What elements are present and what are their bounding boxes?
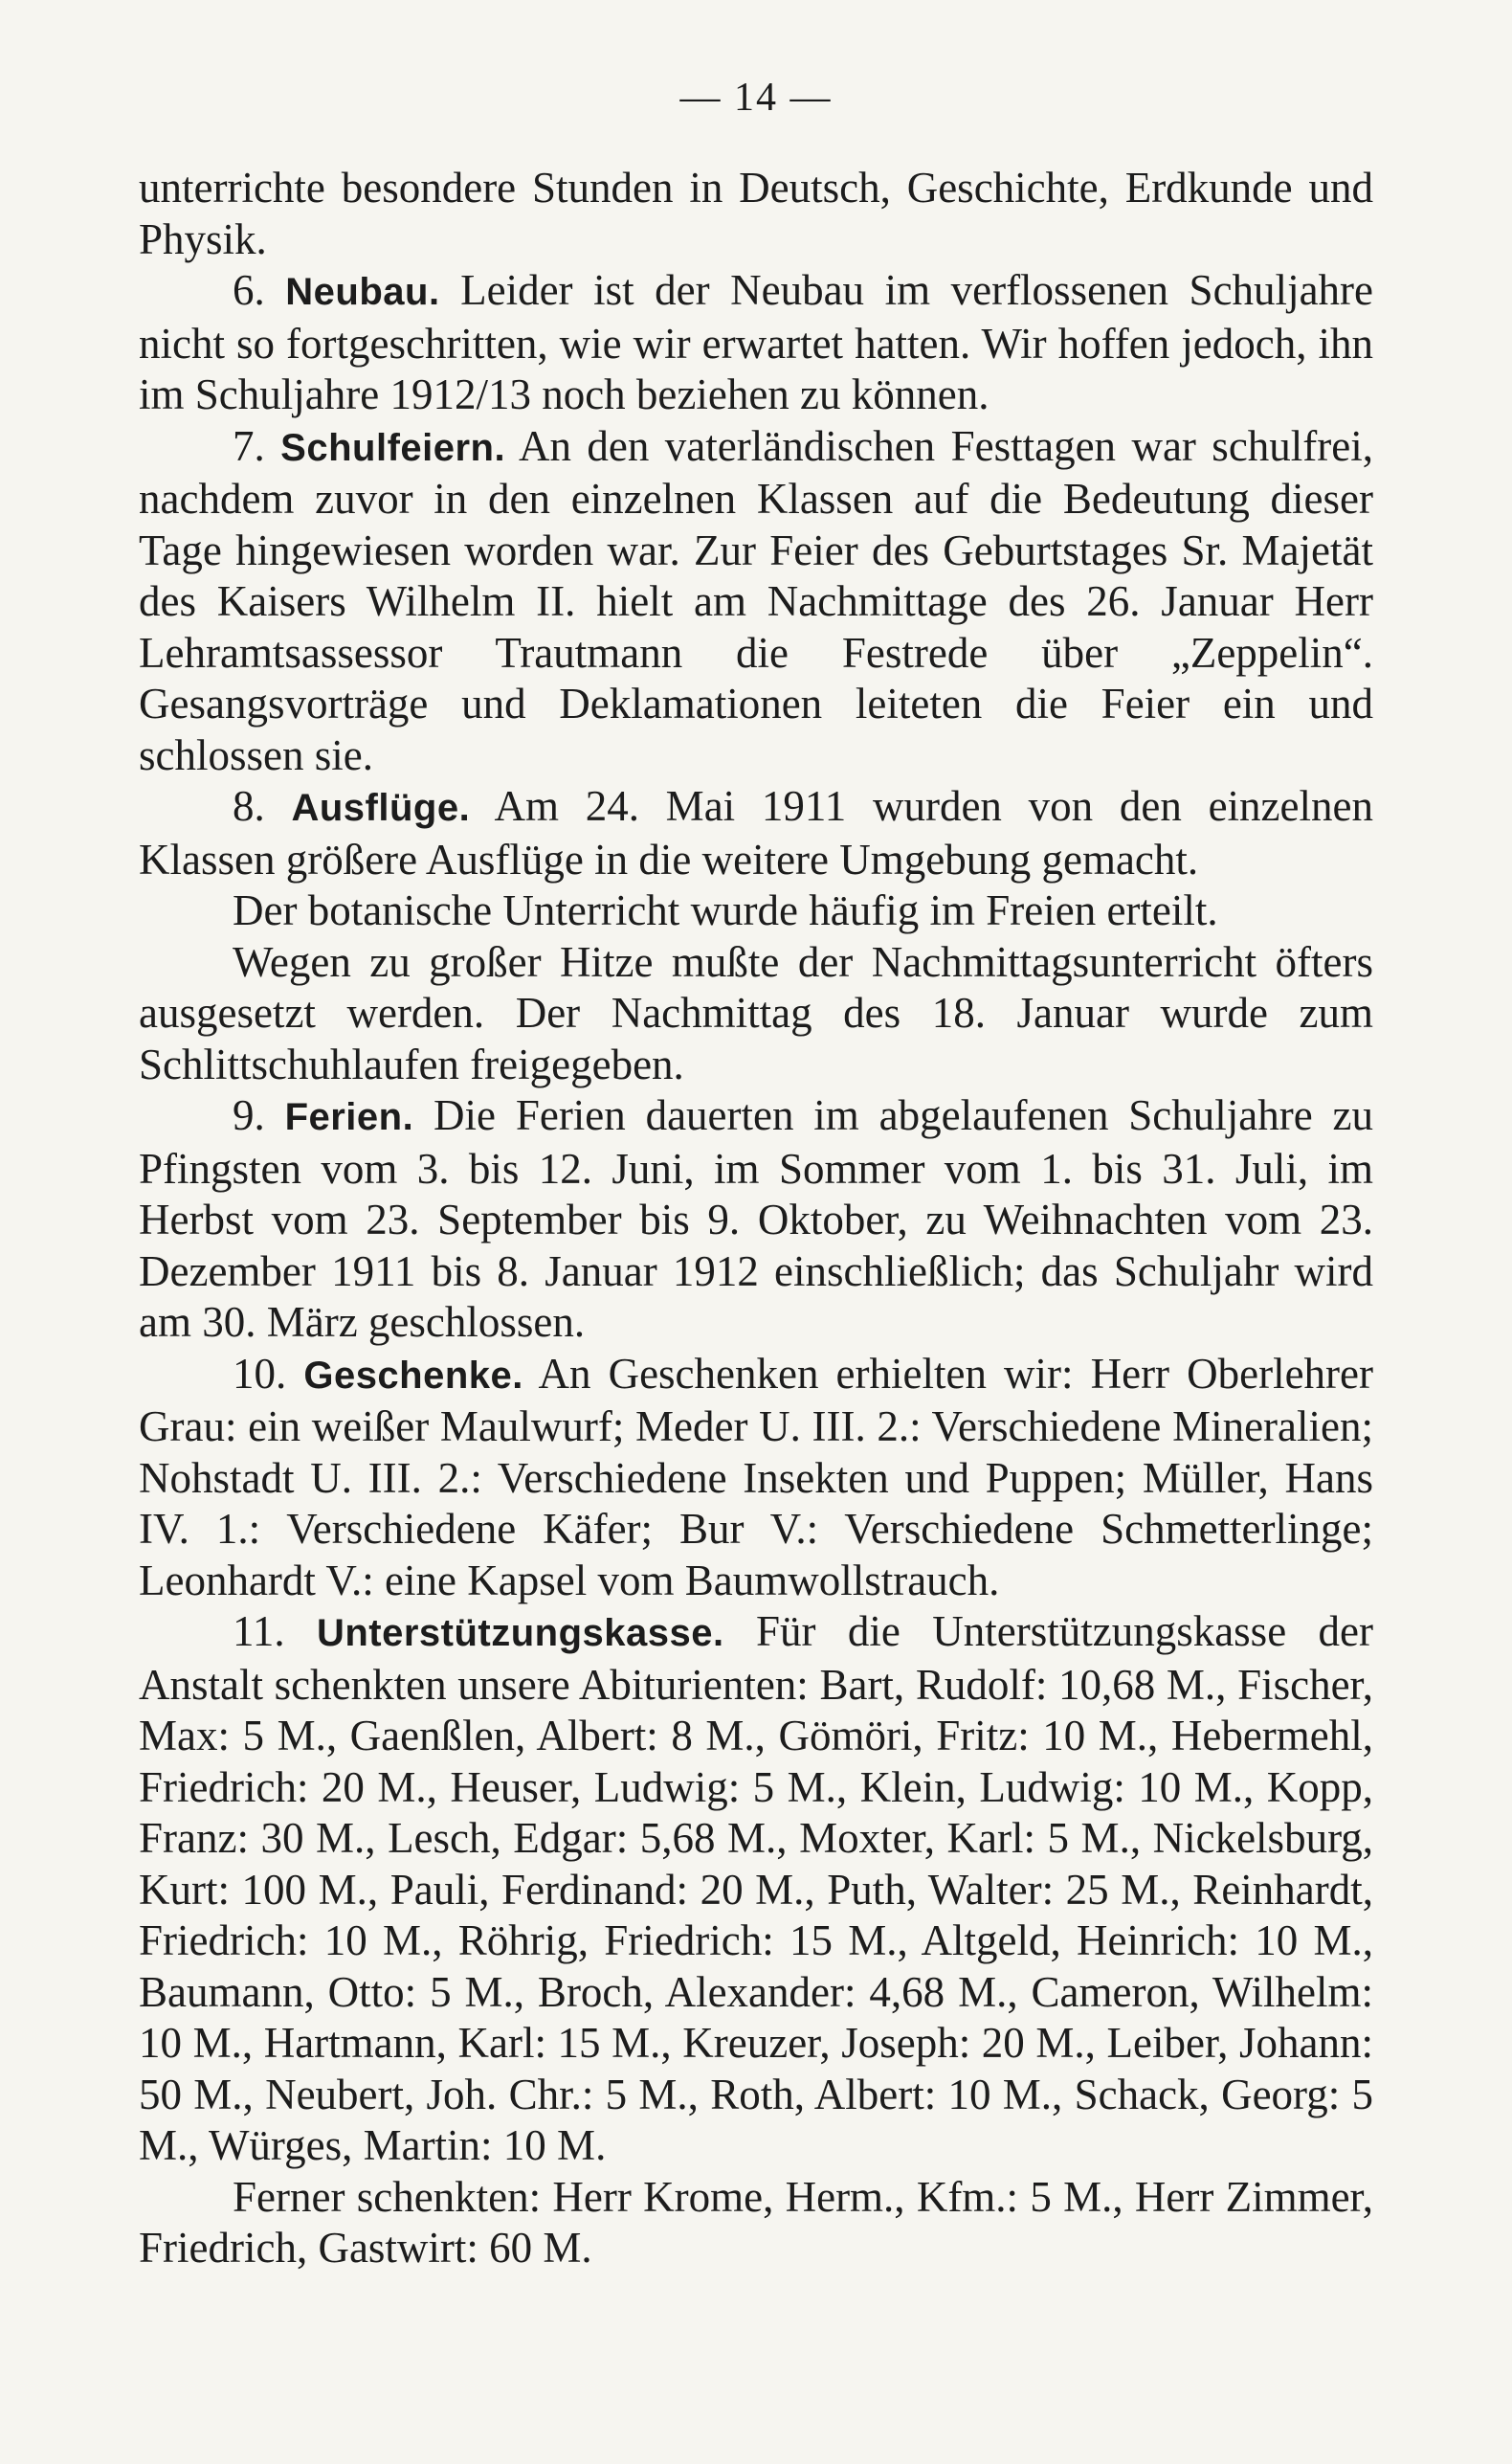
section-unterstuetzungskasse (139, 1606, 1373, 2172)
section-text: Leider ist der Neubau im verflossenen Schuljahre nicht so fortgeschritten, wie wir erwartet hatten. Wir hoffen jedoch, ihn im Schuljahre 1912/13 noch beziehen zu können. (139, 266, 1373, 418)
section-text: Ferner schenkten: Herr Krome, Herm., Kfm.: 5 M., Herr Zimmer, Friedrich, Gastwirt: 60 M. (139, 2172, 1373, 2272)
section-number: 9. (233, 1091, 265, 1139)
paragraph-botanik (139, 885, 1373, 937)
section-text: Der botanische Unterricht wurde häufig im Freien erteilt. (233, 886, 1218, 934)
section-ferien (139, 1090, 1373, 1349)
section-text: Für die Unterstützungskasse der Anstalt schenkten unsere Abiturienten: Bart, Rudolf: 10,68 M., Fischer, Max: 5 M., Gaenßlen, Albert: 8 M., Gömöri, Fritz: 10 M., Hebermehl, Friedrich: 20 M., Heuser, Ludwig: 5 M., Klein, Ludwig: 10 M., Kopp, Franz: 30 M., Lesch, Edgar: 5,68 M., Moxter, Karl: 5 M., Nickelsburg, Kurt: 100 M., Pauli, Ferdinand: 20 M., Puth, Walter: 25 M., Reinhardt, Friedrich: 10 M., Röhrig, Friedrich: 15 M., Altgeld, Heinrich: 10 M., Baumann, Otto: 5 M., Broch, Alexander: 4,68 M., Cameron, Wilhelm: 10 M., Hartmann, Karl: 15 M., Kreuzer, Joseph: 20 M., Leiber, Johann: 50 M., Neubert, Joh. Chr.: 5 M., Roth, Albert: 10 M., Schack, Georg: 5 M., Würges, Martin: 10 M. (139, 1607, 1373, 2169)
section-heading: Geschenke. (303, 1354, 523, 1397)
section-schulfeiern (139, 421, 1373, 782)
section-text: Wegen zu großer Hitze mußte der Nachmittagsunterricht öfters ausgesetzt werden. Der Nachmittag des 18. Januar wurde zum Schlittschuhlaufen freigegeben. (139, 937, 1373, 1088)
section-text: Am 24. Mai 1911 wurden von den einzelnen Klassen größere Ausflüge in die weitere Umgebung gemacht. (139, 782, 1373, 884)
section-heading: Neubau. (285, 271, 440, 313)
section-geschenke (139, 1349, 1373, 1607)
section-text: An den vaterländischen Festtagen war schulfrei, nachdem zuvor in den einzelnen Klassen auf die Bedeutung dieser Tage hingewiesen worden war. Zur Feier des Geburtstages Sr. Majetät des Kaisers Wilhelm II. hielt am Nachmittage des 26. Januar Herr Lehramtsassessor Trautmann die Festrede über „Zeppelin“. Gesangsvorträge und Deklamationen leiteten die Feier ein und schlossen sie. (139, 421, 1373, 779)
section-heading: Schulfeiern. (280, 426, 506, 469)
section-heading: Ferien. (284, 1096, 414, 1138)
section-number: 7. (233, 421, 265, 470)
intro-paragraph: unterrichte besondere Stunden in Deutsch, Geschichte, Erdkunde und Physik. (139, 164, 1373, 263)
page-number: — 14 — (679, 76, 833, 120)
paragraph-ferner (139, 2172, 1373, 2274)
section-text: An Geschenken erhielten wir: Herr Oberlehrer Grau: ein weißer Maulwurf; Meder U. III. 2.: Verschiedene Mineralien; Nohstadt U. III. 2.: Verschiedene Insekten und Puppen; Müller, Hans IV. 1.: Verschiedene Käfer; Bur V.: Verschiedene Schmetterlinge; Leonhardt V.: eine Kapsel vom Baumwollstrauch. (139, 1349, 1373, 1604)
section-number: 8. (233, 782, 265, 830)
section-number: 10. (233, 1349, 287, 1398)
section-ausfluege (139, 781, 1373, 885)
section-heading: Unterstützungskasse. (316, 1612, 724, 1654)
paragraph-hitze (139, 937, 1373, 1091)
section-number: 11. (233, 1607, 285, 1655)
section-heading: Ausflüge. (291, 787, 471, 829)
section-text: Die Ferien dauerten im abgelaufenen Schuljahre zu Pfingsten vom 3. bis 12. Juni, im Sommer vom 1. bis 31. Juli, im Herbst vom 23. September bis 9. Oktober, zu Weihnachten vom 23. Dezember 1911 bis 8. Januar 1912 einschließlich; das Schuljahr wird am 30. März geschlossen. (139, 1091, 1374, 1346)
section-number: 6. (233, 266, 265, 314)
section-neubau (139, 265, 1373, 421)
body-text (139, 163, 1373, 2274)
